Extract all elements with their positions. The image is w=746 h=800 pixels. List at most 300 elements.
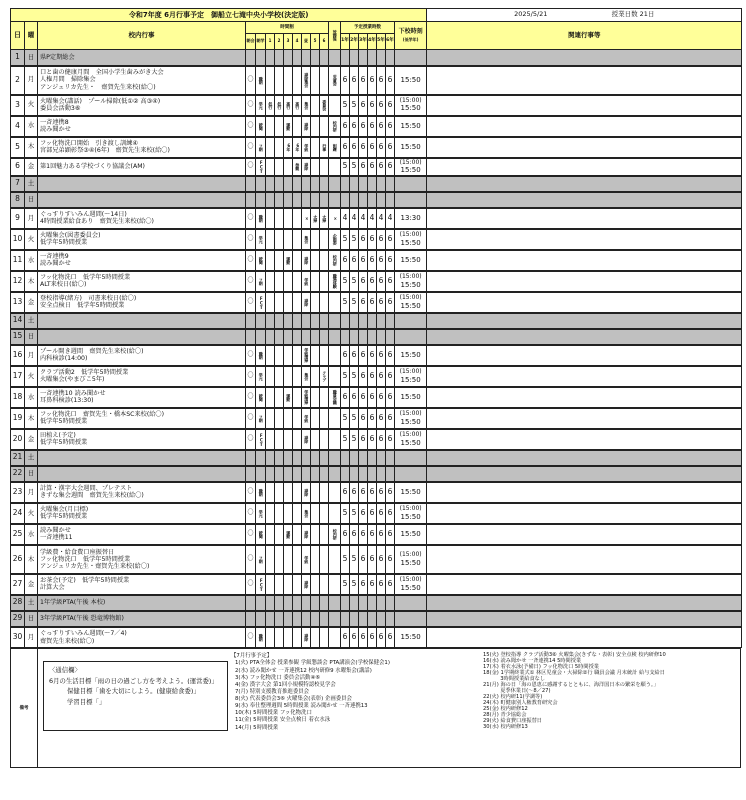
timetable-cell — [320, 271, 329, 292]
related-events — [427, 611, 742, 627]
timetable-cell: フ朝 — [256, 408, 266, 429]
event-line: 火曜集会(やまびこ5年) — [40, 376, 105, 384]
grade-hours: 6 — [341, 116, 350, 137]
grade-hours: 6 — [359, 95, 368, 116]
grade-hours: 6 — [377, 95, 386, 116]
july-title: 【7月行事予定】 — [231, 653, 273, 660]
timetable-cell — [266, 627, 275, 648]
day-number: 30 — [11, 627, 25, 648]
grade-hours — [377, 50, 386, 66]
timetable-cell — [256, 50, 266, 66]
july-item: 28(月) 青少協総会 — [483, 711, 527, 718]
timetable-period-header: 昼 — [302, 34, 311, 50]
grade-hours: 5 — [350, 408, 359, 429]
timetable-cell: 行事 — [320, 137, 329, 158]
timetable-cell: 読聞 — [256, 250, 266, 271]
event-line: 宮部兄弟顕彰祭③④(6年) 齋賀先生来校(給〇) — [40, 147, 170, 154]
timetable-cell: × — [302, 208, 311, 229]
timetable-cell: 低行 — [266, 95, 275, 116]
weekday: 木 — [25, 271, 38, 292]
grade-hours: 5 — [350, 545, 359, 574]
after-school-cell — [329, 176, 341, 192]
timetable-cell: 運動 — [284, 387, 293, 408]
timetable-cell — [311, 192, 320, 208]
day-row — [11, 66, 742, 95]
dismissal-time — [395, 116, 427, 137]
related-events — [427, 313, 742, 329]
weekday: 金 — [25, 574, 38, 595]
timetable-cell: 掃除 — [302, 627, 311, 648]
timetable-cell — [275, 271, 284, 292]
timetable-cell — [311, 545, 320, 574]
event-line: 学級費・給食費口座振替日 — [40, 548, 115, 556]
grade-hours: 6 — [377, 116, 386, 137]
timetable-cell: 〇 — [246, 408, 256, 429]
dismissal-time-line: 15:50 — [400, 142, 421, 151]
timetable-cell — [293, 429, 302, 450]
timetable-cell: 高行 — [284, 95, 293, 116]
timetable-cell — [311, 345, 320, 366]
dismissal-time — [395, 366, 427, 387]
weekday: 金 — [25, 429, 38, 450]
day-number: 25 — [11, 524, 25, 545]
timetable-cell — [266, 408, 275, 429]
timetable-cell — [320, 158, 329, 176]
timetable-cell — [275, 627, 284, 648]
school-events — [38, 176, 246, 192]
weekday: 金 — [25, 292, 38, 313]
after-school-cell — [329, 329, 341, 345]
timetable-cell: 〇 — [246, 66, 256, 95]
day-number: 1 — [11, 50, 25, 66]
grade-hours: 6 — [359, 524, 368, 545]
event-line: 計算・漢字大会週間、プレテスト — [40, 485, 133, 493]
grade-hours: 6 — [377, 250, 386, 271]
col-school-events: 校内行事 — [38, 22, 246, 50]
timetable-cell: 運動 — [284, 524, 293, 545]
timetable-cell: 〇 — [246, 116, 256, 137]
related-events — [427, 503, 742, 524]
event-line: 1年学級PTA(午後 本校) — [40, 599, 106, 607]
related-events — [427, 66, 742, 95]
revision-date: 2025/5/21 — [514, 10, 548, 19]
day-row — [11, 176, 742, 192]
day-number: 20 — [11, 429, 25, 450]
timetable-cell — [293, 387, 302, 408]
school-events — [38, 450, 246, 466]
timetable-cell — [275, 66, 284, 95]
july-item: 3時間授業給食なし — [483, 676, 546, 683]
timetable-cell — [293, 574, 302, 595]
dismissal-time-line: (15:00) — [399, 368, 422, 376]
timetable-cell — [293, 524, 302, 545]
timetable-cell — [311, 313, 320, 329]
weekday: 土 — [25, 176, 38, 192]
timetable-cell — [320, 524, 329, 545]
grade-hours: 6 — [341, 250, 350, 271]
timetable-cell — [293, 313, 302, 329]
timetable-cell — [266, 271, 275, 292]
grade-hours: 6 — [368, 387, 377, 408]
grade-header: 4年 — [368, 34, 377, 50]
day-number: 13 — [11, 292, 25, 313]
grade-hours — [350, 313, 359, 329]
grade-hours — [377, 611, 386, 627]
event-line: お茶会(予定) 低学年5時間授業 — [40, 577, 130, 585]
timetable-cell: フ朝 — [256, 137, 266, 158]
timetable-cell — [320, 313, 329, 329]
day-number: 27 — [11, 574, 25, 595]
timetable-cell: 運動 — [284, 250, 293, 271]
grade-hours — [386, 595, 395, 611]
after-school-cell: 職場体験 — [329, 271, 341, 292]
timetable-cell: 掃除 — [302, 158, 311, 176]
dismissal-time — [395, 545, 427, 574]
event-line: 火曜集会(図書委員会) — [40, 232, 101, 240]
timetable-cell — [275, 116, 284, 137]
event-line: フッ化物洗口 低学年5時間授業 — [40, 274, 131, 282]
event-line: 4時間授業給食あり 齋賀先生来校(給〇) — [40, 218, 154, 226]
related-events — [427, 208, 742, 229]
day-number: 2 — [11, 66, 25, 95]
timetable-cell — [246, 329, 256, 345]
grade-hours — [341, 466, 350, 482]
timetable-cell — [311, 137, 320, 158]
day-row — [11, 95, 742, 116]
timetable-cell — [293, 292, 302, 313]
day-row — [11, 574, 742, 595]
dismissal-time-line: (15:00) — [399, 410, 422, 418]
timetable-cell — [266, 292, 275, 313]
timetable-cell — [293, 611, 302, 627]
grade-hours: 6 — [368, 292, 377, 313]
timetable-cell — [246, 595, 256, 611]
grade-hours — [368, 50, 377, 66]
grade-hours — [341, 192, 350, 208]
grade-hours — [359, 313, 368, 329]
grade-hours: 6 — [386, 66, 395, 95]
weekday: 土 — [25, 313, 38, 329]
event-line: ぐっすりすいみん週間(～7／4) — [40, 630, 127, 638]
event-line: フッ化物洗口開始 引き渡し訓練④ — [40, 139, 138, 147]
grade-hours: 6 — [386, 158, 395, 176]
weekday: 月 — [25, 627, 38, 648]
event-line: 一斉連携10 読み聞かせ — [40, 390, 106, 398]
after-school-cell — [329, 482, 341, 503]
grade-hours — [386, 50, 395, 66]
timetable-cell — [302, 595, 311, 611]
grade-hours: 6 — [368, 95, 377, 116]
timetable-cell — [284, 545, 293, 574]
school-events — [38, 366, 246, 387]
dismissal-time-line: 15:50 — [400, 392, 421, 401]
timetable-cell: 運動 — [284, 116, 293, 137]
timetable-cell: 学級 — [302, 408, 311, 429]
after-school-cell — [329, 292, 341, 313]
grade-hours: 6 — [377, 66, 386, 95]
grade-hours: 6 — [359, 345, 368, 366]
timetable-cell — [246, 313, 256, 329]
grade-hours — [350, 176, 359, 192]
timetable-cell — [275, 137, 284, 158]
dismissal-time — [395, 345, 427, 366]
weekday: 日 — [25, 192, 38, 208]
timetable-cell — [275, 158, 284, 176]
dismissal-time-line: (15:00) — [399, 158, 422, 166]
weekday: 火 — [25, 503, 38, 524]
timetable-cell — [275, 429, 284, 450]
grade-hours: 6 — [377, 366, 386, 387]
day-row — [11, 611, 742, 627]
grade-hours: 5 — [341, 503, 350, 524]
after-school-cell: 職員会議 — [329, 387, 341, 408]
timetable-cell: 読聞 — [256, 116, 266, 137]
timetable-cell — [266, 387, 275, 408]
grade-hours — [350, 466, 359, 482]
day-row — [11, 208, 742, 229]
school-events — [38, 595, 246, 611]
day-row — [11, 387, 742, 408]
timetable-cell: 集会 — [302, 366, 311, 387]
timetable-cell — [275, 208, 284, 229]
event-line: 委員会活動3⑥ — [40, 105, 81, 112]
timetable-cell — [275, 229, 284, 250]
day-row — [11, 595, 742, 611]
grade-hours: 6 — [368, 250, 377, 271]
timetable-cell — [302, 313, 311, 329]
grade-hours — [377, 450, 386, 466]
timetable-cell: 掃除 — [302, 429, 311, 450]
related-events — [427, 450, 742, 466]
grade-hours: 6 — [341, 627, 350, 648]
timetable-cell: 〇 — [246, 250, 256, 271]
grade-hours: 6 — [359, 250, 368, 271]
timetable-cell: 〇 — [246, 366, 256, 387]
school-events — [38, 408, 246, 429]
dismissal-time-line: 15:50 — [400, 583, 421, 592]
grade-hours: 6 — [368, 137, 377, 158]
timetable-cell — [320, 466, 329, 482]
timetable-cell — [320, 429, 329, 450]
grade-hours: 6 — [368, 503, 377, 524]
after-school-cell: 企画委 — [329, 229, 341, 250]
day-number: 18 — [11, 387, 25, 408]
grade-hours: 6 — [386, 116, 395, 137]
grade-hours: 6 — [359, 271, 368, 292]
grade-hours — [359, 466, 368, 482]
day-number: 14 — [11, 313, 25, 329]
after-school-cell — [329, 366, 341, 387]
grade-hours — [359, 176, 368, 192]
grade-hours: 6 — [350, 116, 359, 137]
dismissal-time — [395, 329, 427, 345]
related-events — [427, 545, 742, 574]
timetable-cell — [256, 176, 266, 192]
event-line: 低学年5時間授業 — [40, 439, 88, 447]
grade-hours — [350, 595, 359, 611]
school-events — [38, 503, 246, 524]
july-item: 21(月) 海の日「海の恩恵に感謝するとともに、海洋国日本の繁栄を願う。」 — [483, 682, 659, 689]
timetable-cell: 大掃 — [320, 208, 329, 229]
day-row — [11, 250, 742, 271]
dismissal-time-line: (15:00) — [399, 273, 422, 281]
col-after-school: 放課後 — [329, 22, 341, 50]
school-events — [38, 611, 246, 627]
grade-hours — [377, 176, 386, 192]
timetable-cell — [311, 66, 320, 95]
weekday: 火 — [25, 229, 38, 250]
timetable-cell: 〇 — [246, 158, 256, 176]
grade-hours: 6 — [386, 95, 395, 116]
dismissal-time-line: 15:50 — [400, 301, 421, 310]
timetable-cell — [275, 345, 284, 366]
day-number: 16 — [11, 345, 25, 366]
timetable-cell — [302, 329, 311, 345]
grade-hours: 5 — [341, 271, 350, 292]
after-school-cell: × — [329, 208, 341, 229]
weekday: 木 — [25, 137, 38, 158]
grade-hours — [386, 313, 395, 329]
timetable-cell: 学元 — [256, 229, 266, 250]
dismissal-time-line: 15:50 — [400, 558, 421, 567]
dismissal-time-line: 15:50 — [400, 417, 421, 426]
grade-hours: 6 — [359, 292, 368, 313]
day-number: 6 — [11, 158, 25, 176]
school-events — [38, 292, 246, 313]
school-events — [38, 627, 246, 648]
july-item: 8(火) 代表委員会3⑥ 火曜集会(表彰) 企画委員会 — [235, 696, 352, 702]
after-school-cell — [329, 595, 341, 611]
grade-hours: 6 — [368, 158, 377, 176]
grade-hours — [341, 313, 350, 329]
event-line: 登校指導(緒方) 司書来校日(給〇) — [40, 295, 137, 303]
grade-hours: 6 — [359, 158, 368, 176]
weekday: 日 — [25, 50, 38, 66]
dismissal-time-line: 15:50 — [400, 512, 421, 521]
grade-hours: 6 — [368, 524, 377, 545]
timetable-cell — [266, 345, 275, 366]
timetable-cell — [266, 229, 275, 250]
timetable-cell — [256, 611, 266, 627]
event-line: 田植え(予定) — [40, 432, 76, 440]
timetable-cell: 学級清掃 — [302, 387, 311, 408]
grade-hours — [350, 329, 359, 345]
health-goal: 保健目標「歯を大切にしよう。(健康給食委)」 — [67, 687, 200, 696]
timetable-cell — [302, 450, 311, 466]
grade-hours: 4 — [377, 208, 386, 229]
grade-hours: 4 — [386, 208, 395, 229]
school-events — [38, 345, 246, 366]
after-school-cell: 訓練 — [329, 137, 341, 158]
timetable-cell — [293, 229, 302, 250]
timetable-cell — [311, 366, 320, 387]
school-events — [38, 208, 246, 229]
event-line: 3年学級PTA(午後 恐竜博物館) — [40, 615, 124, 623]
timetable-cell — [293, 208, 302, 229]
july-item: 22(火) 校内研11(学調等) — [483, 694, 543, 701]
grade-hours: 5 — [341, 229, 350, 250]
timetable-cell — [266, 574, 275, 595]
grade-hours: 6 — [359, 229, 368, 250]
grade-hours: 6 — [359, 627, 368, 648]
timetable-cell: クラブ — [320, 366, 329, 387]
timetable-cell — [284, 408, 293, 429]
day-row — [11, 408, 742, 429]
class-days: 授業日数 21日 — [611, 10, 655, 19]
timetable-cell: 〇 — [246, 545, 256, 574]
grade-hours: 6 — [350, 387, 359, 408]
timetable-cell — [320, 574, 329, 595]
timetable-cell — [266, 137, 275, 158]
timetable-cell: 掃除 — [302, 292, 311, 313]
school-events — [38, 524, 246, 545]
timetable-cell — [320, 545, 329, 574]
notes-label: 備考 — [11, 649, 38, 768]
dismissal-time — [395, 627, 427, 648]
timetable-cell — [284, 482, 293, 503]
grade-hours — [350, 611, 359, 627]
timetable-cell — [266, 208, 275, 229]
timetable-cell — [256, 192, 266, 208]
timetable-cell: FCT — [256, 574, 266, 595]
school-events — [38, 466, 246, 482]
school-events — [38, 387, 246, 408]
timetable-cell — [293, 50, 302, 66]
dismissal-time — [395, 292, 427, 313]
day-row — [11, 137, 742, 158]
weekday: 木 — [25, 545, 38, 574]
grade-hours: 5 — [341, 95, 350, 116]
timetable-cell — [266, 466, 275, 482]
grade-hours: 6 — [377, 408, 386, 429]
schedule-table — [10, 8, 742, 648]
timetable-cell: 集会 — [302, 503, 311, 524]
weekday: 月 — [25, 66, 38, 95]
july-schedule — [231, 653, 390, 731]
timetable-cell — [284, 450, 293, 466]
timetable-period-header: 1 — [266, 34, 275, 50]
school-events — [38, 229, 246, 250]
timetable-cell — [320, 611, 329, 627]
grade-hours — [368, 450, 377, 466]
day-number: 19 — [11, 408, 25, 429]
dismissal-time-line: 15:50 — [400, 121, 421, 130]
timetable-cell — [284, 466, 293, 482]
dismissal-time-line: 15:50 — [400, 75, 421, 84]
grade-hours: 5 — [350, 366, 359, 387]
weekday: 金 — [25, 158, 38, 176]
dismissal-time — [395, 229, 427, 250]
event-line: 県P定期総会 — [40, 53, 75, 61]
after-school-cell — [329, 611, 341, 627]
school-events — [38, 313, 246, 329]
event-line: 一斉連携11 — [40, 534, 73, 542]
timetable-cell: 職朝 — [256, 208, 266, 229]
grade-hours: 6 — [377, 545, 386, 574]
event-line: 計算大会 — [40, 584, 65, 592]
grade-hours — [350, 50, 359, 66]
timetable-cell — [311, 466, 320, 482]
grade-hours: 6 — [359, 137, 368, 158]
timetable-cell — [320, 503, 329, 524]
day-number: 3 — [11, 95, 25, 116]
timetable-cell — [320, 116, 329, 137]
timetable-cell — [246, 450, 256, 466]
related-events — [427, 345, 742, 366]
grade-hours: 5 — [341, 574, 350, 595]
dismissal-time — [395, 208, 427, 229]
grade-hours: 6 — [350, 345, 359, 366]
